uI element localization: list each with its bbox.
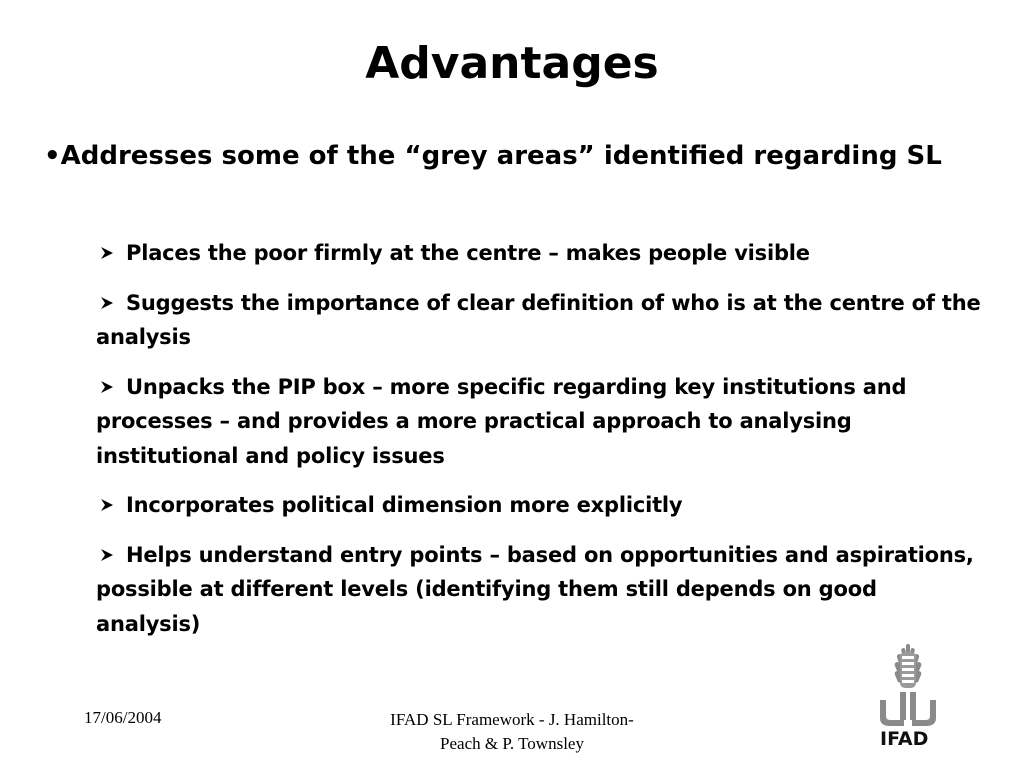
arrow-bullet-icon	[100, 498, 114, 512]
sub-bullet-text: Suggests the importance of clear definition of who is at the centre of the analysis	[96, 290, 981, 349]
sub-bullet-list	[96, 236, 981, 656]
sub-bullet-text: Helps understand entry points – based on opportunities and aspirations, possible at different levels (identifying them still depends on good analysis)	[96, 542, 974, 636]
arrow-bullet-icon	[100, 380, 114, 394]
sub-bullet-item	[96, 488, 981, 523]
sub-bullet-item	[96, 236, 981, 271]
sub-bullet-text: Places the poor firmly at the centre – makes people visible	[126, 241, 810, 265]
sub-bullet-item	[96, 538, 981, 642]
slide-title: Advantages	[365, 38, 659, 89]
sub-bullet-item	[96, 286, 981, 355]
sub-bullet-text: Incorporates political dimension more explicitly	[126, 493, 683, 517]
arrow-bullet-icon	[100, 296, 114, 310]
sub-bullet-item	[96, 370, 981, 474]
arrow-bullet-icon	[100, 246, 114, 260]
footer-credit-line1: IFAD SL Framework - J. Hamilton-	[390, 710, 634, 729]
footer-credit	[352, 708, 672, 756]
footer-date: 17/06/2004	[84, 708, 162, 727]
sub-bullet-text: Unpacks the PIP box – more specific regarding key institutions and processes – and provides a more practical approach to analysing institutional and policy issues	[96, 374, 907, 468]
footer-credit-line2: Peach & P. Townsley	[440, 734, 584, 753]
main-bullet: •Addresses some of the “grey areas” identified regarding SL	[44, 141, 942, 171]
arrow-bullet-icon	[100, 548, 114, 562]
logo-text: IFAD	[880, 728, 929, 750]
